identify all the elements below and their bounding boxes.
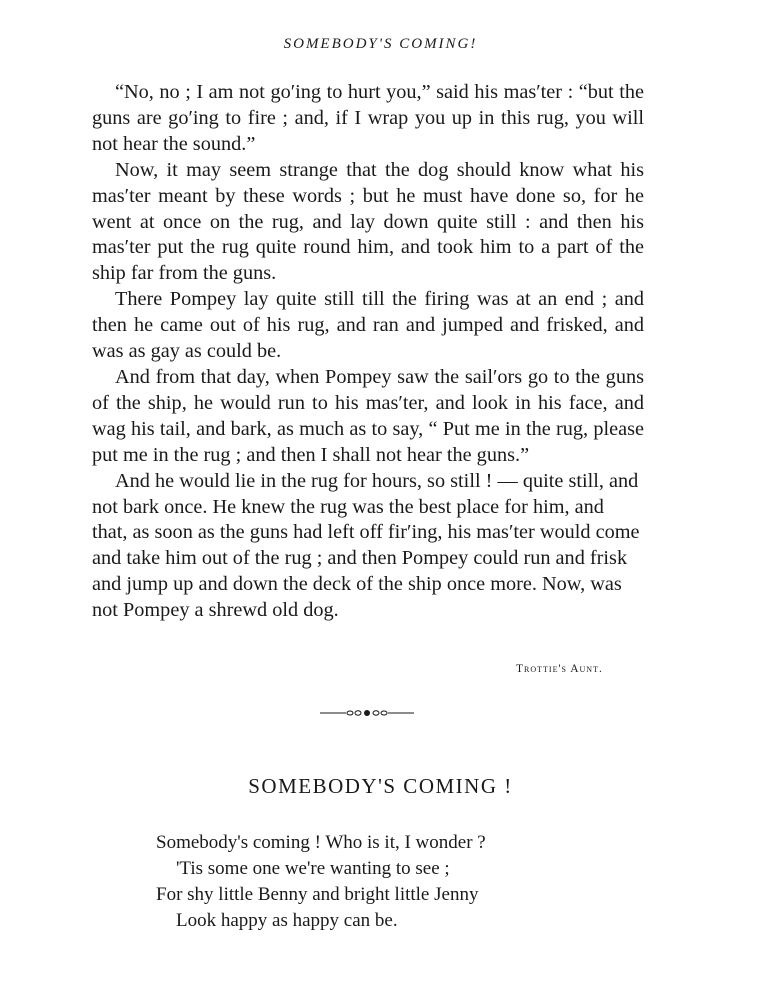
story-paragraph-5: And he would lie in the rug for hours, so still ! — quite still, and not bark once. He knew the rug was the best place for him, and that, as soon as the guns had left off fir′ing, his mas′ter would come and take him out of the rug ; and then Pompey could run and frisk and jump up and down the deck of the ship once more. Now, was not Pompey a shrewd old dog. (92, 469, 640, 622)
poem-title: SOMEBODY'S COMING ! (248, 774, 513, 798)
running-head: SOMEBODY'S COMING! (283, 36, 478, 52)
poem-line-4: Look happy as happy can be. (176, 910, 398, 931)
story-attribution: Trottie's Aunt. (516, 663, 603, 675)
story-paragraph-3: There Pompey lay quite still till the firing was at an end ; and then he came out of his rug, and ran and jumped and frisked, and was as gay as could be. (92, 288, 644, 363)
story-paragraph-1: “No, no ; I am not go′ing to hurt you,” said his mas′ter : “but the guns are go′ing to fire ; and, if I wrap you up in this rug, you will not hear the sound.” (92, 81, 644, 155)
poem-line-2: 'Tis some one we're wanting to see ; (176, 858, 450, 879)
story-paragraph-4: And from that day, when Pompey saw the sail′ors go to the guns of the ship, he would run to his mas′ter, and look in his face, and wag his tail, and bark, as much as to say, “ Put me in the rug, please put me in the rug ; and then I shall not hear the guns.” (92, 365, 644, 466)
poem-line-1: Somebody's coming ! Who is it, I wonder ? (156, 832, 486, 853)
poem-line-3: For shy little Benny and bright little Jenny (156, 884, 479, 905)
poem (156, 830, 596, 934)
story-text (92, 80, 644, 624)
story-paragraph-2: Now, it may seem strange that the dog should know what his mas′ter meant by these words ; but he must have done so, for he went at once on the rug, and lay down quite still : and then his mas′ter put the rug quite round him, and took him to a part of the ship far from the guns. (92, 158, 644, 285)
section-divider-ornament (320, 706, 414, 720)
